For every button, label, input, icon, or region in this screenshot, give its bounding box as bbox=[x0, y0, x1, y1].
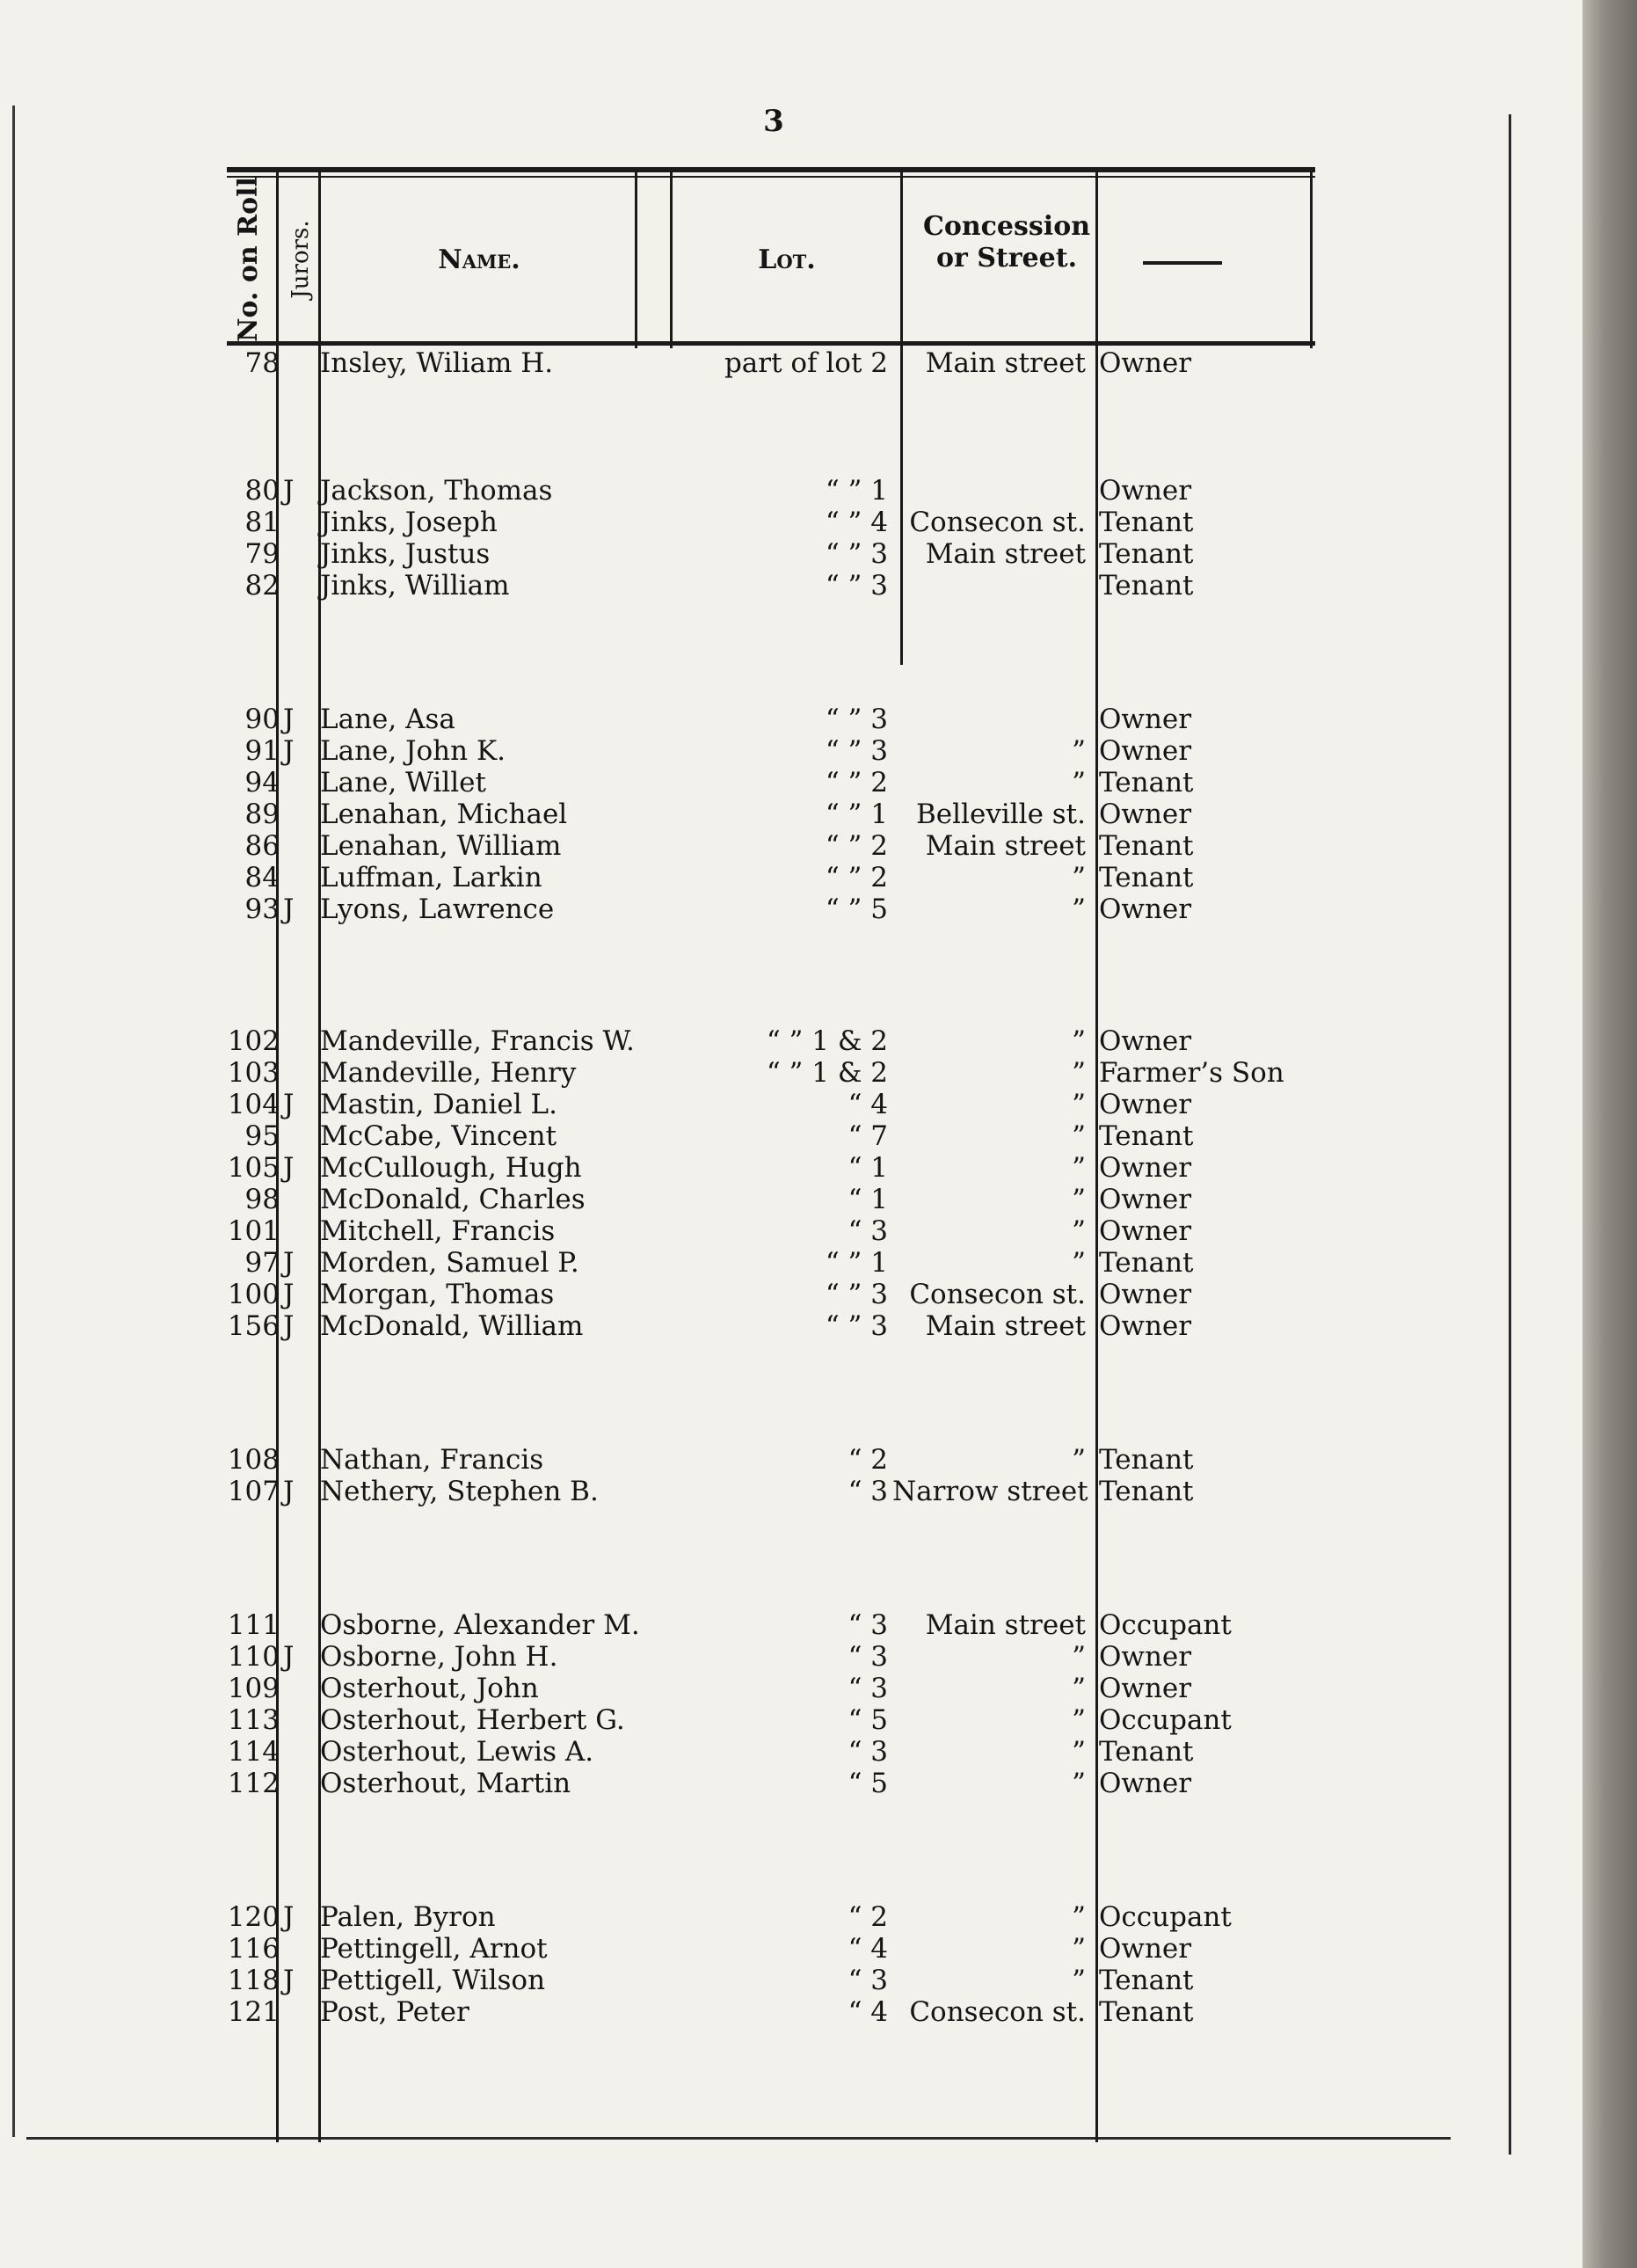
cell-status: Owner bbox=[1099, 1933, 1192, 1965]
table-row bbox=[0, 1736, 1582, 1768]
cell-lot: “ 3 bbox=[848, 1965, 888, 1996]
column-divider-extra bbox=[670, 172, 673, 348]
cell-roll: 156 bbox=[227, 1310, 280, 1342]
cell-status: Tenant bbox=[1099, 1120, 1194, 1152]
cell-status: Owner bbox=[1099, 799, 1192, 830]
cell-status: Owner bbox=[1099, 704, 1192, 735]
cell-status: Occupant bbox=[1099, 1704, 1232, 1736]
cell-roll: 102 bbox=[227, 1025, 280, 1057]
cell-status: Farmer’s Son bbox=[1099, 1057, 1284, 1089]
cell-concession: ” bbox=[1072, 893, 1086, 925]
cell-roll: 95 bbox=[244, 1120, 280, 1152]
cell-roll: 97 bbox=[244, 1247, 280, 1279]
table-row bbox=[0, 1279, 1582, 1310]
table-row bbox=[0, 893, 1582, 925]
bottom-rule bbox=[26, 2137, 1451, 2140]
cell-juror: J bbox=[283, 475, 295, 507]
cell-name: Jinks, William bbox=[320, 570, 510, 602]
cell-name: McDonald, Charles bbox=[320, 1184, 586, 1215]
cell-concession: Consecon st. bbox=[909, 507, 1086, 538]
table-top-rule bbox=[227, 167, 1315, 172]
cell-lot: “ 4 bbox=[848, 1933, 888, 1965]
cell-lot: part of lot 2 bbox=[724, 347, 888, 379]
cell-concession: ” bbox=[1072, 1089, 1086, 1120]
cell-lot: “ ” 5 bbox=[825, 893, 888, 925]
cell-roll: 108 bbox=[227, 1444, 280, 1476]
cell-roll: 89 bbox=[244, 799, 280, 830]
cell-juror: J bbox=[283, 893, 295, 925]
table-row bbox=[0, 1152, 1582, 1184]
table-row bbox=[0, 1673, 1582, 1704]
cell-concession: Main street bbox=[925, 1310, 1086, 1342]
header-concession: Concession or Street. bbox=[922, 211, 1091, 273]
cell-roll: 112 bbox=[227, 1768, 280, 1799]
cell-name: Mandeville, Francis W. bbox=[320, 1025, 635, 1057]
cell-juror: J bbox=[283, 1641, 295, 1673]
header-name: Name. bbox=[438, 244, 520, 275]
cell-concession: ” bbox=[1072, 735, 1086, 767]
cell-concession: ” bbox=[1072, 1736, 1086, 1768]
cell-concession: ” bbox=[1072, 1120, 1086, 1152]
cell-lot: “ ” 3 bbox=[825, 704, 888, 735]
cell-name: Mitchell, Francis bbox=[320, 1215, 556, 1247]
cell-roll: 114 bbox=[227, 1736, 280, 1768]
cell-juror: J bbox=[283, 1965, 295, 1996]
cell-concession: ” bbox=[1072, 1444, 1086, 1476]
table-row bbox=[0, 799, 1582, 830]
cell-name: Osterhout, Martin bbox=[320, 1768, 571, 1799]
cell-roll: 82 bbox=[244, 570, 280, 602]
cell-name: Pettingell, Arnot bbox=[320, 1933, 548, 1965]
cell-lot: “ 2 bbox=[848, 1444, 888, 1476]
column-divider-name bbox=[635, 172, 637, 348]
cell-concession: ” bbox=[1072, 1184, 1086, 1215]
cell-juror: J bbox=[283, 704, 295, 735]
cell-name: Lane, Asa bbox=[320, 704, 455, 735]
cell-concession: Main street bbox=[925, 830, 1086, 862]
cell-roll: 121 bbox=[227, 1996, 280, 2028]
cell-status: Tenant bbox=[1099, 767, 1194, 799]
cell-concession: ” bbox=[1072, 1673, 1086, 1704]
table-row bbox=[0, 862, 1582, 893]
cell-name: McCullough, Hugh bbox=[320, 1152, 582, 1184]
table-row bbox=[0, 1057, 1582, 1089]
table-row bbox=[0, 1089, 1582, 1120]
table-row bbox=[0, 830, 1582, 862]
cell-name: Jinks, Joseph bbox=[320, 507, 498, 538]
cell-status: Owner bbox=[1099, 1310, 1192, 1342]
cell-concession: ” bbox=[1072, 1704, 1086, 1736]
cell-lot: “ ” 3 bbox=[825, 1279, 888, 1310]
cell-concession: ” bbox=[1072, 1215, 1086, 1247]
cell-lot: “ ” 3 bbox=[825, 735, 888, 767]
table-row bbox=[0, 1476, 1582, 1507]
table-row bbox=[0, 1768, 1582, 1799]
cell-concession: Belleville st. bbox=[916, 799, 1086, 830]
cell-concession: ” bbox=[1072, 862, 1086, 893]
cell-lot: “ 5 bbox=[848, 1704, 888, 1736]
cell-lot: “ ” 1 bbox=[825, 475, 888, 507]
cell-roll: 113 bbox=[227, 1704, 280, 1736]
cell-status: Owner bbox=[1099, 893, 1192, 925]
table-row bbox=[0, 507, 1582, 538]
cell-status: Owner bbox=[1099, 735, 1192, 767]
cell-status: Tenant bbox=[1099, 830, 1194, 862]
cell-roll: 81 bbox=[244, 507, 280, 538]
cell-lot: “ 7 bbox=[848, 1120, 888, 1152]
header-roll: No. on Roll bbox=[233, 177, 264, 342]
cell-roll: 116 bbox=[227, 1933, 280, 1965]
cell-lot: “ ” 4 bbox=[825, 507, 888, 538]
table-row bbox=[0, 1965, 1582, 1996]
cell-lot: “ ” 1 bbox=[825, 1247, 888, 1279]
cell-status: Owner bbox=[1099, 1673, 1192, 1704]
header-bottom-rule bbox=[227, 341, 1315, 346]
cell-concession: Narrow street bbox=[892, 1476, 1088, 1507]
cell-status: Tenant bbox=[1099, 1476, 1194, 1507]
cell-roll: 111 bbox=[227, 1609, 280, 1641]
cell-status: Owner bbox=[1099, 1184, 1192, 1215]
cell-status: Tenant bbox=[1099, 862, 1194, 893]
cell-lot: “ ” 3 bbox=[825, 1310, 888, 1342]
cell-name: Pettigell, Wilson bbox=[320, 1965, 546, 1996]
cell-lot: “ 3 bbox=[848, 1673, 888, 1704]
cell-roll: 104 bbox=[227, 1089, 280, 1120]
table-row bbox=[0, 1247, 1582, 1279]
cell-name: Mastin, Daniel L. bbox=[320, 1089, 557, 1120]
cell-status: Owner bbox=[1099, 1768, 1192, 1799]
cell-concession: ” bbox=[1072, 1247, 1086, 1279]
cell-status: Owner bbox=[1099, 475, 1192, 507]
cell-name: Lenahan, William bbox=[320, 830, 562, 862]
cell-status: Tenant bbox=[1099, 1247, 1194, 1279]
cell-name: Lane, Willet bbox=[320, 767, 486, 799]
cell-name: Morden, Samuel P. bbox=[320, 1247, 579, 1279]
cell-status: Owner bbox=[1099, 1641, 1192, 1673]
cell-lot: “ 3 bbox=[848, 1609, 888, 1641]
cell-concession: ” bbox=[1072, 1933, 1086, 1965]
table-row bbox=[0, 1704, 1582, 1736]
cell-name: Mandeville, Henry bbox=[320, 1057, 577, 1089]
cell-status: Tenant bbox=[1099, 570, 1194, 602]
cell-roll: 105 bbox=[227, 1152, 280, 1184]
cell-name: Lenahan, Michael bbox=[320, 799, 568, 830]
cell-roll: 93 bbox=[244, 893, 280, 925]
cell-name: McCabe, Vincent bbox=[320, 1120, 557, 1152]
header-lot: Lot. bbox=[758, 244, 816, 275]
cell-roll: 86 bbox=[244, 830, 280, 862]
cell-lot: “ 4 bbox=[848, 1089, 888, 1120]
cell-roll: 90 bbox=[244, 704, 280, 735]
cell-lot: “ 1 bbox=[848, 1184, 888, 1215]
cell-juror: J bbox=[283, 1279, 295, 1310]
cell-roll: 101 bbox=[227, 1215, 280, 1247]
page-number: 3 bbox=[763, 104, 784, 139]
header-jurors: Jurors. bbox=[287, 220, 314, 299]
table-row bbox=[0, 1310, 1582, 1342]
cell-lot: “ ” 3 bbox=[825, 538, 888, 570]
cell-status: Owner bbox=[1099, 1152, 1192, 1184]
cell-name: Osterhout, Herbert G. bbox=[320, 1704, 625, 1736]
column-divider-last bbox=[1310, 172, 1313, 348]
cell-status: Owner bbox=[1099, 1279, 1192, 1310]
table-row bbox=[0, 538, 1582, 570]
table-row bbox=[0, 1996, 1582, 2028]
cell-lot: “ 3 bbox=[848, 1641, 888, 1673]
cell-roll: 94 bbox=[244, 767, 280, 799]
cell-concession: Main street bbox=[925, 538, 1086, 570]
cell-juror: J bbox=[283, 1901, 295, 1933]
cell-status: Occupant bbox=[1099, 1901, 1232, 1933]
cell-status: Tenant bbox=[1099, 1996, 1194, 2028]
table-row bbox=[0, 1444, 1582, 1476]
cell-status: Occupant bbox=[1099, 1609, 1232, 1641]
table-top-rule-thin bbox=[227, 176, 1315, 178]
table-row bbox=[0, 1184, 1582, 1215]
table-row bbox=[0, 767, 1582, 799]
cell-lot: “ 4 bbox=[848, 1996, 888, 2028]
table-row bbox=[0, 1641, 1582, 1673]
table-row bbox=[0, 347, 1582, 379]
cell-concession: Consecon st. bbox=[909, 1996, 1086, 2028]
cell-juror: J bbox=[283, 1310, 295, 1342]
cell-lot: “ ” 2 bbox=[825, 862, 888, 893]
cell-roll: 84 bbox=[244, 862, 280, 893]
header-last bbox=[1231, 185, 1310, 334]
cell-status: Owner bbox=[1099, 1089, 1192, 1120]
cell-roll: 107 bbox=[227, 1476, 280, 1507]
cell-concession: ” bbox=[1072, 1641, 1086, 1673]
cell-status: Tenant bbox=[1099, 1736, 1194, 1768]
table-row bbox=[0, 1901, 1582, 1933]
cell-concession: ” bbox=[1072, 1768, 1086, 1799]
cell-name: Luffman, Larkin bbox=[320, 862, 542, 893]
cell-status: Tenant bbox=[1099, 538, 1194, 570]
table-row bbox=[0, 1933, 1582, 1965]
cell-name: Osterhout, Lewis A. bbox=[320, 1736, 594, 1768]
cell-lot: “ 3 bbox=[848, 1736, 888, 1768]
cell-name: McDonald, William bbox=[320, 1310, 584, 1342]
cell-status: Owner bbox=[1099, 1025, 1192, 1057]
cell-name: Insley, Wiliam H. bbox=[320, 347, 554, 379]
cell-status: Owner bbox=[1099, 347, 1192, 379]
cell-lot: “ ” 3 bbox=[825, 570, 888, 602]
cell-name: Palen, Byron bbox=[320, 1901, 496, 1933]
cell-concession: Main street bbox=[925, 347, 1086, 379]
cell-lot: “ 3 bbox=[848, 1476, 888, 1507]
cell-name: Lane, John K. bbox=[320, 735, 506, 767]
cell-lot: “ 5 bbox=[848, 1768, 888, 1799]
book-edge bbox=[1582, 0, 1637, 2268]
cell-concession: ” bbox=[1072, 767, 1086, 799]
cell-roll: 118 bbox=[227, 1965, 280, 1996]
cell-juror: J bbox=[283, 1476, 295, 1507]
cell-roll: 80 bbox=[244, 475, 280, 507]
cell-name: Morgan, Thomas bbox=[320, 1279, 555, 1310]
cell-roll: 110 bbox=[227, 1641, 280, 1673]
cell-status: Owner bbox=[1099, 1215, 1192, 1247]
cell-juror: J bbox=[283, 1152, 295, 1184]
cell-juror: J bbox=[283, 735, 295, 767]
cell-lot: “ ” 1 bbox=[825, 799, 888, 830]
table-row bbox=[0, 570, 1582, 602]
table-row bbox=[0, 1609, 1582, 1641]
cell-concession: ” bbox=[1072, 1057, 1086, 1089]
table-row bbox=[0, 475, 1582, 507]
table-row bbox=[0, 1025, 1582, 1057]
table-row bbox=[0, 704, 1582, 735]
table-row bbox=[0, 1215, 1582, 1247]
cell-name: Osborne, John H. bbox=[320, 1641, 558, 1673]
cell-name: Osterhout, John bbox=[320, 1673, 539, 1704]
cell-juror: J bbox=[283, 1247, 295, 1279]
cell-roll: 78 bbox=[244, 347, 280, 379]
cell-concession: Consecon st. bbox=[909, 1279, 1086, 1310]
cell-name: Lyons, Lawrence bbox=[320, 893, 555, 925]
cell-lot: “ ” 1 & 2 bbox=[766, 1025, 888, 1057]
table-row bbox=[0, 735, 1582, 767]
cell-name: Nethery, Stephen B. bbox=[320, 1476, 599, 1507]
cell-concession: Main street bbox=[925, 1609, 1086, 1641]
cell-concession: ” bbox=[1072, 1152, 1086, 1184]
cell-concession: ” bbox=[1072, 1965, 1086, 1996]
cell-roll: 100 bbox=[227, 1279, 280, 1310]
cell-status: Tenant bbox=[1099, 1444, 1194, 1476]
cell-lot: “ 2 bbox=[848, 1901, 888, 1933]
cell-roll: 103 bbox=[227, 1057, 280, 1089]
cell-name: Osborne, Alexander M. bbox=[320, 1609, 640, 1641]
cell-roll: 98 bbox=[244, 1184, 280, 1215]
cell-roll: 91 bbox=[244, 735, 280, 767]
cell-lot: “ ” 1 & 2 bbox=[766, 1057, 888, 1089]
cell-lot: “ ” 2 bbox=[825, 830, 888, 862]
cell-status: Tenant bbox=[1099, 1965, 1194, 1996]
cell-lot: “ 3 bbox=[848, 1215, 888, 1247]
cell-status: Tenant bbox=[1099, 507, 1194, 538]
cell-lot: “ 1 bbox=[848, 1152, 888, 1184]
header-dash bbox=[1143, 261, 1222, 265]
cell-juror: J bbox=[283, 1089, 295, 1120]
cell-name: Post, Peter bbox=[320, 1996, 469, 2028]
cell-roll: 79 bbox=[244, 538, 280, 570]
cell-roll: 109 bbox=[227, 1673, 280, 1704]
cell-name: Nathan, Francis bbox=[320, 1444, 544, 1476]
cell-lot: “ ” 2 bbox=[825, 767, 888, 799]
cell-name: Jinks, Justus bbox=[320, 538, 491, 570]
cell-roll: 120 bbox=[227, 1901, 280, 1933]
table-row bbox=[0, 1120, 1582, 1152]
cell-name: Jackson, Thomas bbox=[320, 475, 553, 507]
cell-concession: ” bbox=[1072, 1025, 1086, 1057]
cell-concession: ” bbox=[1072, 1901, 1086, 1933]
